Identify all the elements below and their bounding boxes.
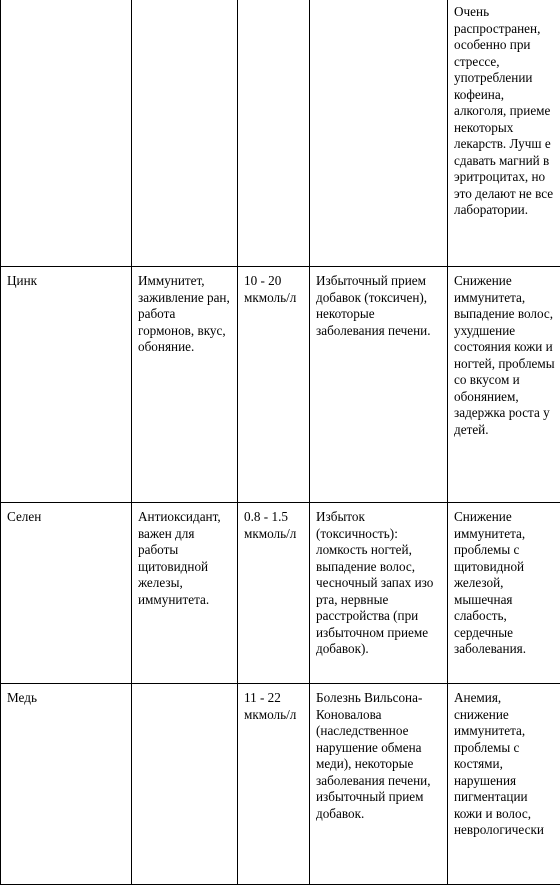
- deficiency-cell: Анемия, снижение иммунитета, проблемы с костями, нарушения пигментации кожи и волос, неврологически: [448, 684, 560, 885]
- deficiency-cell: Снижение иммунитета, выпадение волос, ухудшение состояния кожи и ногтей, проблемы со вкусом и обонянием, задержка роста у детей.: [448, 267, 560, 503]
- table-row: [1, 503, 560, 684]
- element-cell: Цинк: [1, 267, 132, 503]
- excess-cell: [310, 0, 448, 267]
- norm-cell: [238, 0, 310, 267]
- function-cell: [132, 684, 238, 885]
- norm-cell: 0.8 - 1.5 мкмоль/л: [238, 503, 310, 684]
- function-cell: Иммунитет, заживление ран, работа гормонов, вкус, обоняние.: [132, 267, 238, 503]
- excess-cell: Избыток (токсичность): ломкость ногтей, выпадение волос, чесночный запах изо рта, нервные расстройства (при избыточном приеме добавок).: [310, 503, 448, 684]
- deficiency-cell: Снижение иммунитета, проблемы с щитовидной железой, мышечная слабость, сердечные заболевания.: [448, 503, 560, 684]
- norm-cell: 10 - 20 мкмоль/л: [238, 267, 310, 503]
- table-row: [1, 684, 560, 885]
- element-cell: Медь: [1, 684, 132, 885]
- function-cell: Антиоксидант, важен для работы щитовидной железы, иммунитета.: [132, 503, 238, 684]
- excess-cell: Болезнь Вильсона-Коновалова (наследственное нарушение обмена меди), некоторые заболевания печени, избыточный прием добавок.: [310, 684, 448, 885]
- norm-cell: 11 - 22 мкмоль/л: [238, 684, 310, 885]
- element-cell: [1, 0, 132, 267]
- table-row: [1, 0, 560, 267]
- table-row: [1, 267, 560, 503]
- function-cell: [132, 0, 238, 267]
- deficiency-cell: Очень распространен, особенно при стрессе, употреблении кофеина, алкоголя, приеме некоторых лекарств. Лучш е сдавать магний в эритроцитах, но это делают не все лаборатории.: [448, 0, 560, 267]
- excess-cell: Избыточный прием добавок (токсичен), некоторые заболевания печени.: [310, 267, 448, 503]
- element-cell: Селен: [1, 503, 132, 684]
